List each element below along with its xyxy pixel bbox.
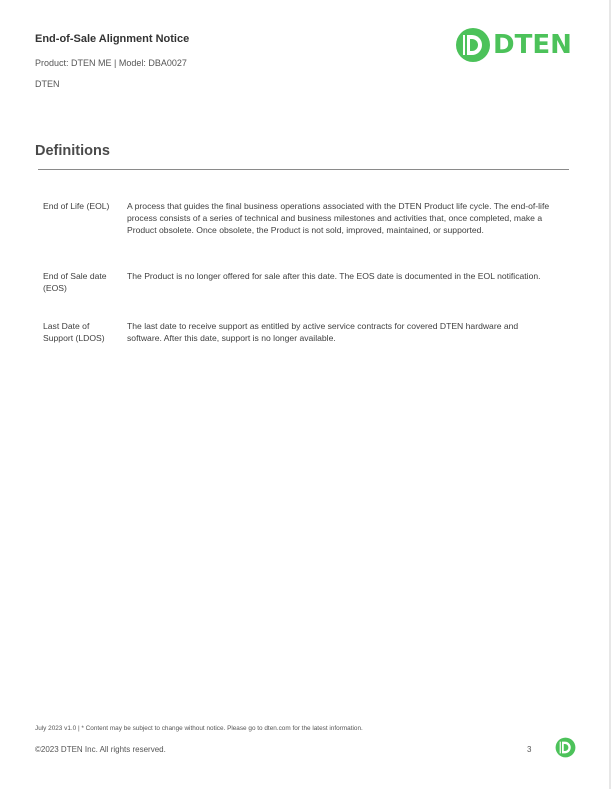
- footer-disclaimer: July 2023 v1.0 | * Content may be subject to change without notice. Please go to dten.com for the latest information.: [35, 725, 363, 732]
- page-number: 3: [527, 745, 532, 754]
- definition-description: A process that guides the final business operations associated with the DTEN Product life cycle. The end-of-life process consists of a series of technical and business milestones and activities that, once completed, make a Product obsolete. Once obsolete, the Product is not sold, improved, maintained, or supported.: [127, 201, 550, 235]
- footer-copyright: ©2023 DTEN Inc. All rights reserved.: [35, 745, 166, 754]
- company-name: DTEN: [35, 79, 60, 89]
- dten-logo-wordmark: DTEN: [493, 30, 572, 60]
- definition-description: The Product is no longer offered for sale after this date. The EOS date is documented in the EOL notification.: [127, 271, 541, 281]
- dten-logo-mark-icon: [455, 27, 491, 63]
- section-title: Definitions: [35, 143, 110, 159]
- definition-term: End of Life (EOL): [43, 201, 110, 211]
- footer-dten-logo-icon: [555, 737, 576, 758]
- section-divider: [38, 169, 569, 170]
- product-model-line: Product: DTEN ME | Model: DBA0027: [35, 58, 187, 68]
- dten-logo: [455, 27, 572, 63]
- definition-term: Last Date of Support (LDOS): [43, 321, 105, 343]
- definition-term: End of Sale date (EOS): [43, 271, 107, 293]
- document-title: End-of-Sale Alignment Notice: [35, 33, 190, 45]
- definition-description: The last date to receive support as entitled by active service contracts for covered DTEN hardware and software. After this date, support is no longer available.: [127, 321, 519, 343]
